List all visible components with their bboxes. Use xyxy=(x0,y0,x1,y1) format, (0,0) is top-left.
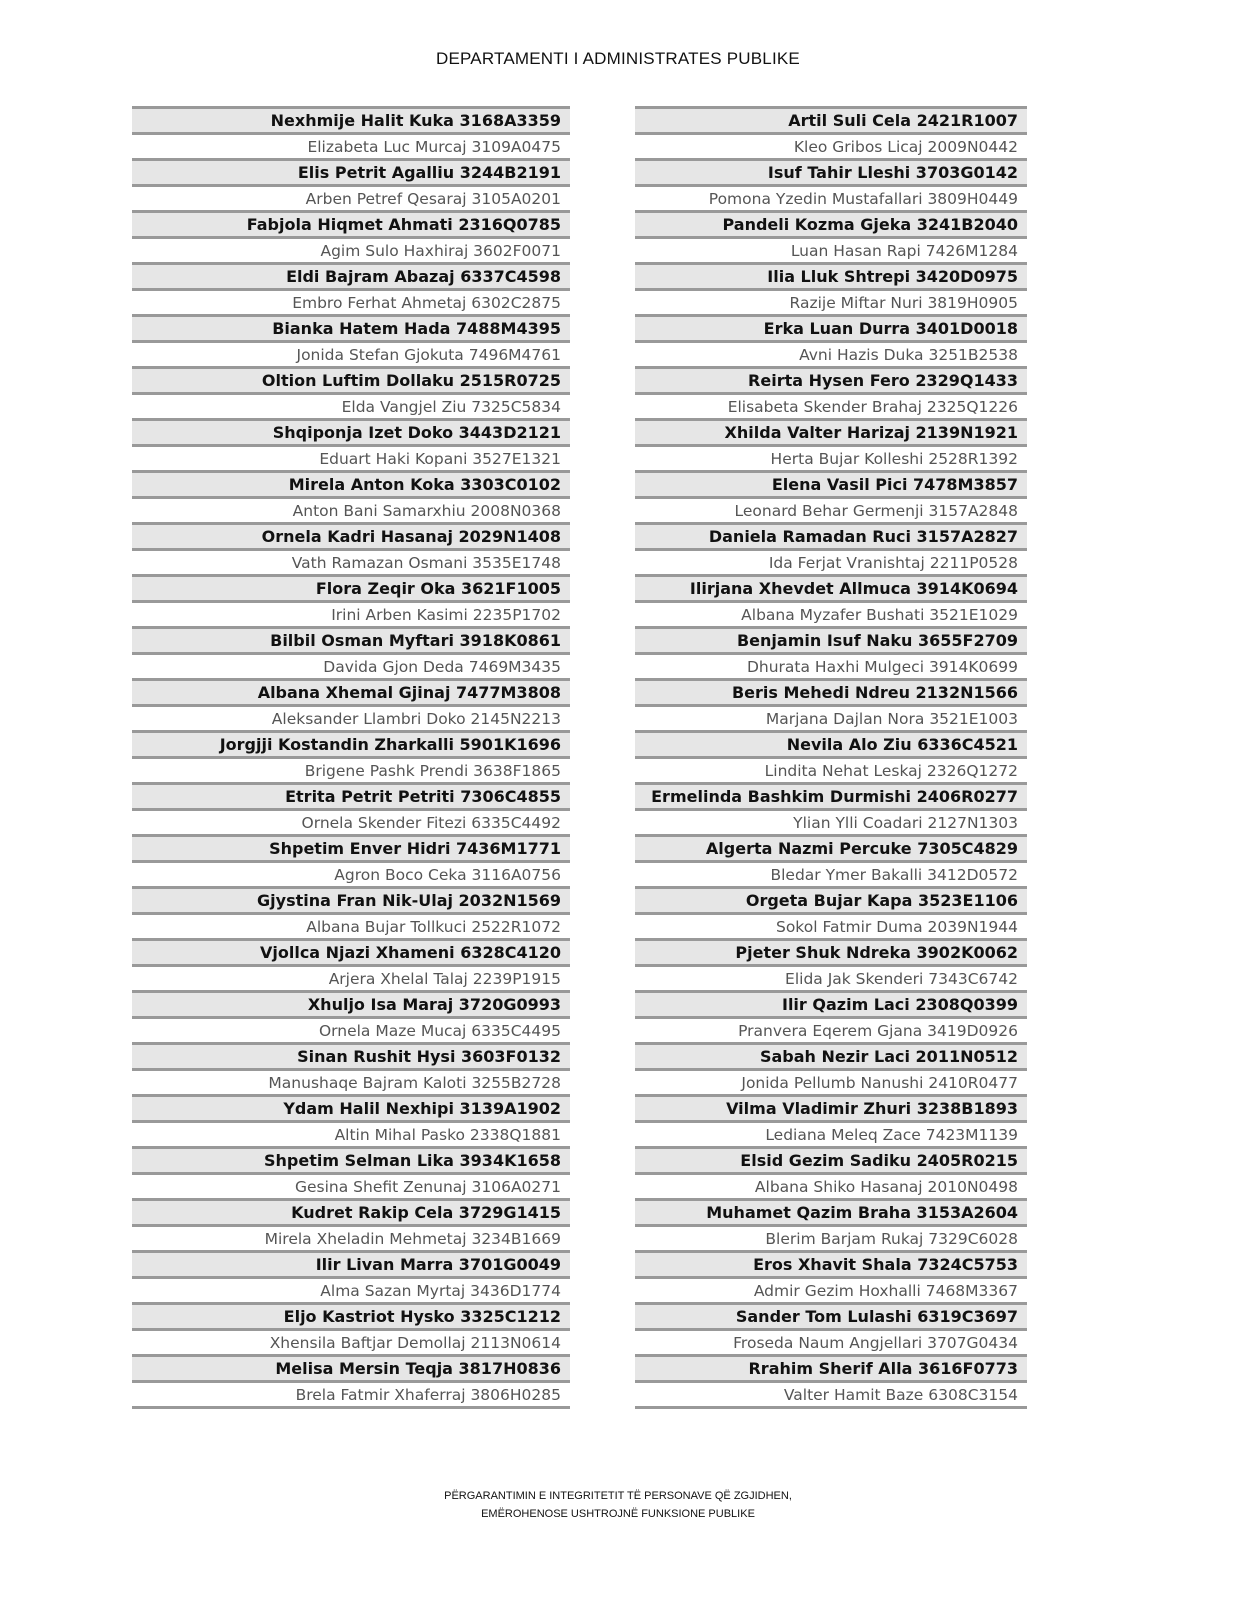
list-item: Albana Myzafer Bushati 3521E1029 xyxy=(635,603,1027,629)
list-item: Muhamet Qazim Braha 3153A2604 xyxy=(635,1201,1027,1227)
list-item: Isuf Tahir Lleshi 3703G0142 xyxy=(635,161,1027,187)
list-item: Kudret Rakip Cela 3729G1415 xyxy=(132,1201,570,1227)
list-item: Vath Ramazan Osmani 3535E1748 xyxy=(132,551,570,577)
list-item: Etrita Petrit Petriti 7306C4855 xyxy=(132,785,570,811)
list-item: Jorgjji Kostandin Zharkalli 5901K1696 xyxy=(132,733,570,759)
list-item: Elizabeta Luc Murcaj 3109A0475 xyxy=(132,135,570,161)
list-item: Marjana Dajlan Nora 3521E1003 xyxy=(635,707,1027,733)
list-item: Eros Xhavit Shala 7324C5753 xyxy=(635,1253,1027,1279)
list-item: Artil Suli Cela 2421R1007 xyxy=(635,109,1027,135)
list-item: Rrahim Sherif Alla 3616F0773 xyxy=(635,1357,1027,1383)
list-item: Bilbil Osman Myftari 3918K0861 xyxy=(132,629,570,655)
list-item: Jonida Stefan Gjokuta 7496M4761 xyxy=(132,343,570,369)
list-item: Fabjola Hiqmet Ahmati 2316Q0785 xyxy=(132,213,570,239)
list-item: Agim Sulo Haxhiraj 3602F0071 xyxy=(132,239,570,265)
list-item: Eldi Bajram Abazaj 6337C4598 xyxy=(132,265,570,291)
list-item: Xhilda Valter Harizaj 2139N1921 xyxy=(635,421,1027,447)
list-item: Reirta Hysen Fero 2329Q1433 xyxy=(635,369,1027,395)
list-item: Ylian Ylli Coadari 2127N1303 xyxy=(635,811,1027,837)
list-item: Elena Vasil Pici 7478M3857 xyxy=(635,473,1027,499)
list-item: Nexhmije Halit Kuka 3168A3359 xyxy=(132,109,570,135)
list-item: Ornela Kadri Hasanaj 2029N1408 xyxy=(132,525,570,551)
list-item: Elis Petrit Agalliu 3244B2191 xyxy=(132,161,570,187)
list-item: Ilir Livan Marra 3701G0049 xyxy=(132,1253,570,1279)
list-item: Dhurata Haxhi Mulgeci 3914K0699 xyxy=(635,655,1027,681)
list-item: Pranvera Eqerem Gjana 3419D0926 xyxy=(635,1019,1027,1045)
list-item: Ornela Skender Fitezi 6335C4492 xyxy=(132,811,570,837)
list-item: Shqiponja Izet Doko 3443D2121 xyxy=(132,421,570,447)
list-item: Nevila Alo Ziu 6336C4521 xyxy=(635,733,1027,759)
list-item: Elida Jak Skenderi 7343C6742 xyxy=(635,967,1027,993)
list-item: Herta Bujar Kolleshi 2528R1392 xyxy=(635,447,1027,473)
list-item: Jonida Pellumb Nanushi 2410R0477 xyxy=(635,1071,1027,1097)
list-item: Elda Vangjel Ziu 7325C5834 xyxy=(132,395,570,421)
list-item: Ermelinda Bashkim Durmishi 2406R0277 xyxy=(635,785,1027,811)
list-item: Avni Hazis Duka 3251B2538 xyxy=(635,343,1027,369)
list-item: Flora Zeqir Oka 3621F1005 xyxy=(132,577,570,603)
list-item: Pjeter Shuk Ndreka 3902K0062 xyxy=(635,941,1027,967)
list-item: Valter Hamit Baze 6308C3154 xyxy=(635,1383,1027,1409)
list-item: Beris Mehedi Ndreu 2132N1566 xyxy=(635,681,1027,707)
list-item: Froseda Naum Angjellari 3707G0434 xyxy=(635,1331,1027,1357)
list-item: Razije Miftar Nuri 3819H0905 xyxy=(635,291,1027,317)
list-item: Elisabeta Skender Brahaj 2325Q1226 xyxy=(635,395,1027,421)
list-item: Sabah Nezir Laci 2011N0512 xyxy=(635,1045,1027,1071)
list-item: Davida Gjon Deda 7469M3435 xyxy=(132,655,570,681)
list-item: Kleo Gribos Licaj 2009N0442 xyxy=(635,135,1027,161)
list-item: Eduart Haki Kopani 3527E1321 xyxy=(132,447,570,473)
list-item: Embro Ferhat Ahmetaj 6302C2875 xyxy=(132,291,570,317)
list-item: Aleksander Llambri Doko 2145N2213 xyxy=(132,707,570,733)
list-item: Anton Bani Samarxhiu 2008N0368 xyxy=(132,499,570,525)
list-item: Ilir Qazim Laci 2308Q0399 xyxy=(635,993,1027,1019)
list-item: Pandeli Kozma Gjeka 3241B2040 xyxy=(635,213,1027,239)
footer-line-1: PËRGARANTIMIN E INTEGRITETIT TË PERSONAVE QË ZGJIDHEN, xyxy=(444,1490,792,1502)
list-item: Mirela Anton Koka 3303C0102 xyxy=(132,473,570,499)
list-item: Sander Tom Lulashi 6319C3697 xyxy=(635,1305,1027,1331)
list-item: Manushaqe Bajram Kaloti 3255B2728 xyxy=(132,1071,570,1097)
list-item: Shpetim Selman Lika 3934K1658 xyxy=(132,1149,570,1175)
footer xyxy=(0,1487,1236,1523)
list-item: Gesina Shefit Zenunaj 3106A0271 xyxy=(132,1175,570,1201)
list-item: Irini Arben Kasimi 2235P1702 xyxy=(132,603,570,629)
list-item: Agron Boco Ceka 3116A0756 xyxy=(132,863,570,889)
list-item: Altin Mihal Pasko 2338Q1881 xyxy=(132,1123,570,1149)
list-item: Sokol Fatmir Duma 2039N1944 xyxy=(635,915,1027,941)
list-item: Xhuljo Isa Maraj 3720G0993 xyxy=(132,993,570,1019)
list-item: Ornela Maze Mucaj 6335C4495 xyxy=(132,1019,570,1045)
list-item: Ydam Halil Nexhipi 3139A1902 xyxy=(132,1097,570,1123)
list-item: Algerta Nazmi Percuke 7305C4829 xyxy=(635,837,1027,863)
list-item: Erka Luan Durra 3401D0018 xyxy=(635,317,1027,343)
list-item: Bledar Ymer Bakalli 3412D0572 xyxy=(635,863,1027,889)
list-item: Mirela Xheladin Mehmetaj 3234B1669 xyxy=(132,1227,570,1253)
list-item: Alma Sazan Myrtaj 3436D1774 xyxy=(132,1279,570,1305)
list-item: Ida Ferjat Vranishtaj 2211P0528 xyxy=(635,551,1027,577)
list-item: Eljo Kastriot Hysko 3325C1212 xyxy=(132,1305,570,1331)
list-item: Gjystina Fran Nik-Ulaj 2032N1569 xyxy=(132,889,570,915)
list-item: Brela Fatmir Xhaferraj 3806H0285 xyxy=(132,1383,570,1409)
list-item: Albana Bujar Tollkuci 2522R1072 xyxy=(132,915,570,941)
list-item: Melisa Mersin Teqja 3817H0836 xyxy=(132,1357,570,1383)
list-item: Ilirjana Xhevdet Allmuca 3914K0694 xyxy=(635,577,1027,603)
list-item: Brigene Pashk Prendi 3638F1865 xyxy=(132,759,570,785)
list-item: Shpetim Enver Hidri 7436M1771 xyxy=(132,837,570,863)
list-item: Sinan Rushit Hysi 3603F0132 xyxy=(132,1045,570,1071)
list-item: Bianka Hatem Hada 7488M4395 xyxy=(132,317,570,343)
list-item: Benjamin Isuf Naku 3655F2709 xyxy=(635,629,1027,655)
list-item: Vilma Vladimir Zhuri 3238B1893 xyxy=(635,1097,1027,1123)
list-item: Orgeta Bujar Kapa 3523E1106 xyxy=(635,889,1027,915)
list-item: Oltion Luftim Dollaku 2515R0725 xyxy=(132,369,570,395)
page-title: DEPARTAMENTI I ADMINISTRATES PUBLIKE xyxy=(436,49,800,68)
list-item: Xhensila Baftjar Demollaj 2113N0614 xyxy=(132,1331,570,1357)
list-item: Albana Shiko Hasanaj 2010N0498 xyxy=(635,1175,1027,1201)
footer-line-2: EMËROHENOSE USHTROJNË FUNKSIONE PUBLIKE xyxy=(481,1508,755,1520)
list-item: Elsid Gezim Sadiku 2405R0215 xyxy=(635,1149,1027,1175)
list-item: Lediana Meleq Zace 7423M1139 xyxy=(635,1123,1027,1149)
list-item: Admir Gezim Hoxhalli 7468M3367 xyxy=(635,1279,1027,1305)
list-item: Luan Hasan Rapi 7426M1284 xyxy=(635,239,1027,265)
list-item: Leonard Behar Germenji 3157A2848 xyxy=(635,499,1027,525)
list-item: Albana Xhemal Gjinaj 7477M3808 xyxy=(132,681,570,707)
list-item: Vjollca Njazi Xhameni 6328C4120 xyxy=(132,941,570,967)
left-name-list xyxy=(132,106,570,1409)
list-item: Lindita Nehat Leskaj 2326Q1272 xyxy=(635,759,1027,785)
list-item: Arben Petref Qesaraj 3105A0201 xyxy=(132,187,570,213)
right-name-list xyxy=(635,106,1027,1409)
list-item: Daniela Ramadan Ruci 3157A2827 xyxy=(635,525,1027,551)
list-item: Arjera Xhelal Talaj 2239P1915 xyxy=(132,967,570,993)
list-item: Ilia Lluk Shtrepi 3420D0975 xyxy=(635,265,1027,291)
list-item: Blerim Barjam Rukaj 7329C6028 xyxy=(635,1227,1027,1253)
list-item: Pomona Yzedin Mustafallari 3809H0449 xyxy=(635,187,1027,213)
